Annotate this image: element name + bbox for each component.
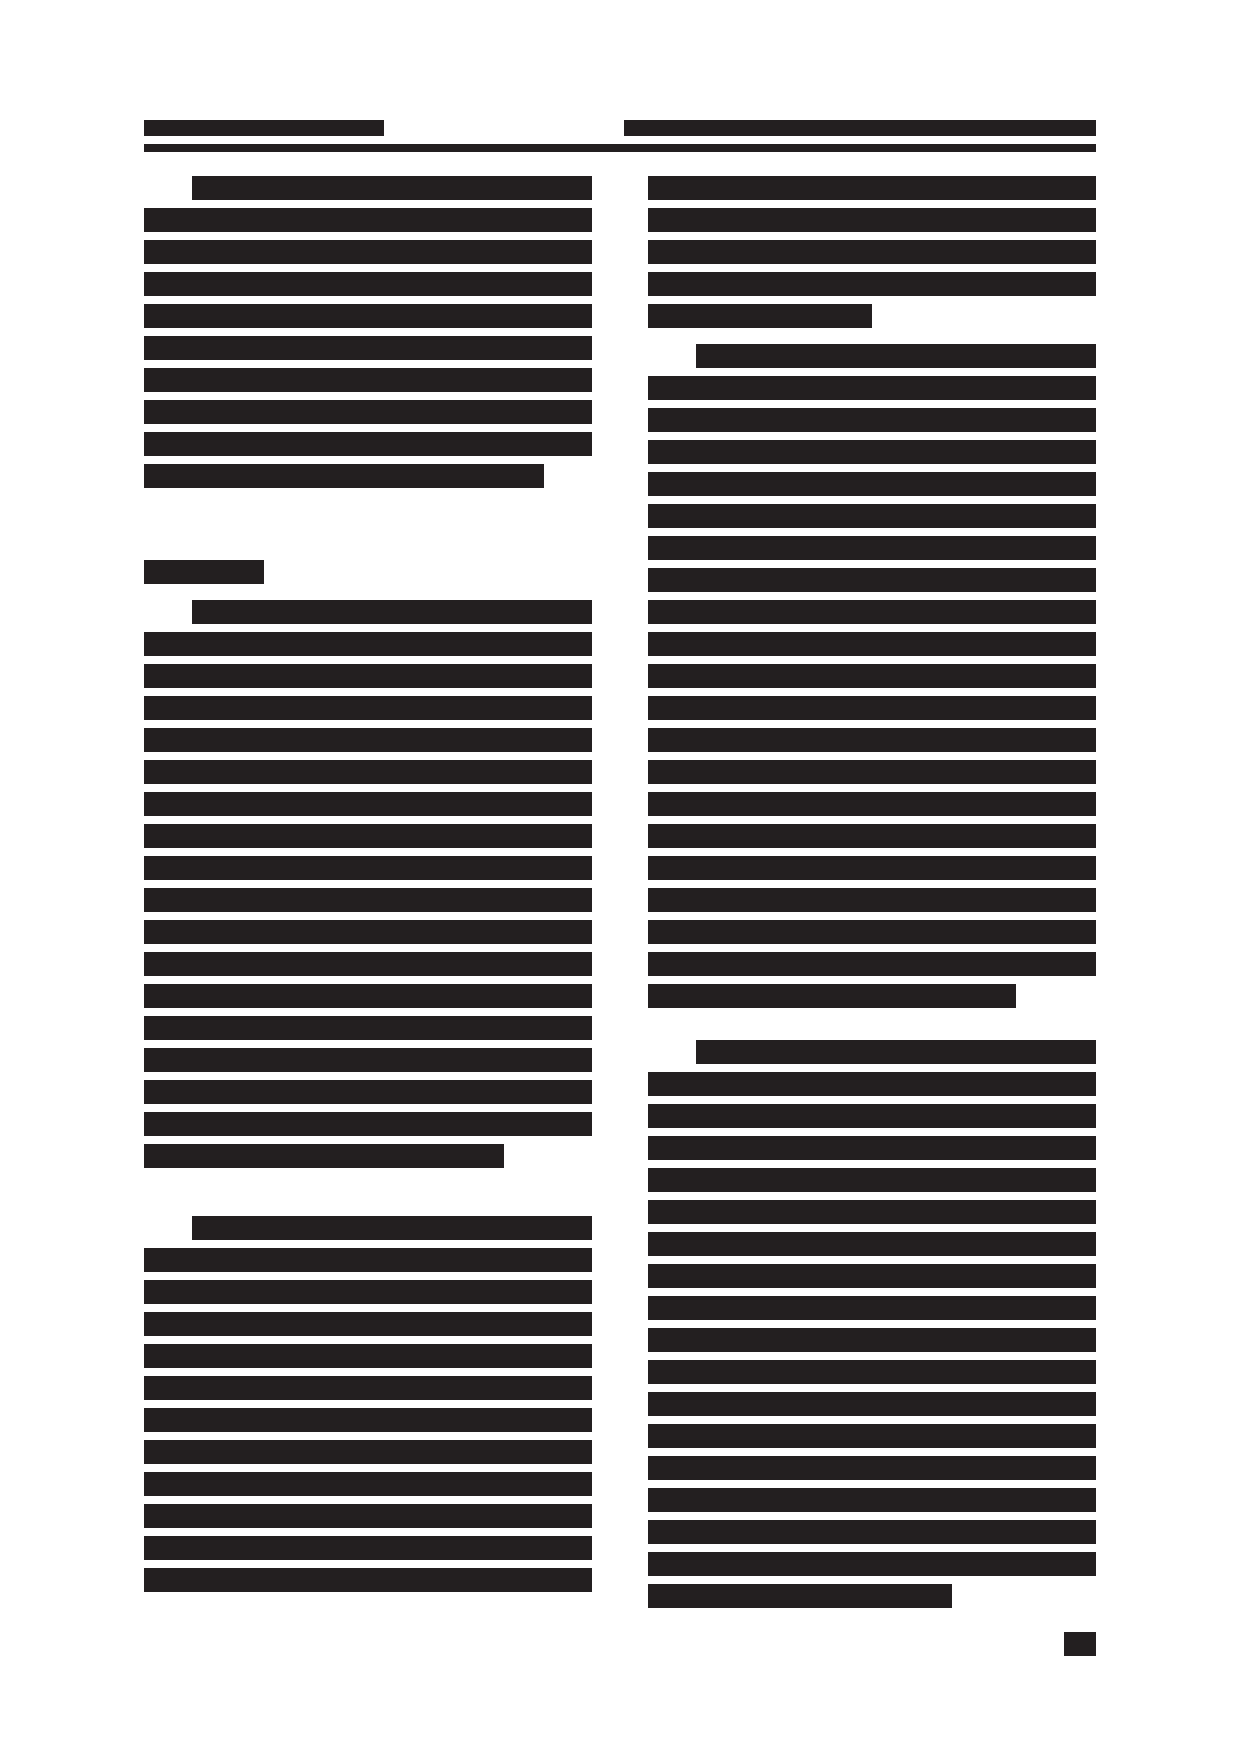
- text-line: [144, 464, 544, 488]
- text-line: [144, 304, 592, 328]
- text-line: [648, 984, 1016, 1008]
- text-line: [648, 208, 1096, 232]
- text-line: [648, 1296, 1096, 1320]
- paragraph-text: [0, 0, 1, 1]
- text-line: [144, 400, 592, 424]
- text-line: [648, 472, 1096, 496]
- text-line: [144, 1376, 592, 1400]
- text-line: [144, 1536, 592, 1560]
- paragraph-text: [0, 0, 1, 1]
- text-line: [648, 240, 1096, 264]
- text-line: [648, 696, 1096, 720]
- text-line: [144, 664, 592, 688]
- text-line: [648, 1264, 1096, 1288]
- text-line: [648, 1456, 1096, 1480]
- text-line: [144, 1344, 592, 1368]
- text-line: [648, 536, 1096, 560]
- text-line: [648, 1136, 1096, 1160]
- text-line: [144, 368, 592, 392]
- text-line: [648, 1232, 1096, 1256]
- paragraph-text: [0, 0, 1, 1]
- text-line: [648, 176, 1096, 200]
- text-line: [144, 1280, 592, 1304]
- text-line: [648, 1360, 1096, 1384]
- text-line: [144, 1568, 592, 1592]
- text-line: [144, 888, 592, 912]
- text-line: [144, 432, 592, 456]
- text-line: [648, 952, 1096, 976]
- text-line: [144, 1408, 592, 1432]
- text-line: [648, 824, 1096, 848]
- text-line: [648, 888, 1096, 912]
- text-line: [648, 272, 1096, 296]
- text-line: [144, 272, 592, 296]
- section-heading: [144, 560, 264, 584]
- text-line: [648, 1200, 1096, 1224]
- text-line: [648, 1488, 1096, 1512]
- text-line: [144, 1016, 592, 1040]
- text-line: [648, 1328, 1096, 1352]
- text-line: [144, 952, 592, 976]
- page-number: [1064, 1632, 1096, 1656]
- header-rule: [144, 144, 1096, 152]
- text-line: [648, 664, 1096, 688]
- text-line: [648, 920, 1096, 944]
- text-line: [648, 1520, 1096, 1544]
- text-line: [648, 408, 1096, 432]
- text-line: [648, 856, 1096, 880]
- text-line: [144, 824, 592, 848]
- text-line: [648, 1104, 1096, 1128]
- text-line: [144, 1504, 592, 1528]
- text-line: [144, 856, 592, 880]
- text-line: [696, 344, 1096, 368]
- text-line: [144, 336, 592, 360]
- text-line: [192, 1216, 592, 1240]
- text-line: [144, 208, 592, 232]
- text-line: [648, 1424, 1096, 1448]
- text-line: [648, 760, 1096, 784]
- text-line: [144, 728, 592, 752]
- text-line: [192, 176, 592, 200]
- text-line: [144, 696, 592, 720]
- text-line: [648, 376, 1096, 400]
- text-line: [144, 920, 592, 944]
- text-line: [144, 1312, 592, 1336]
- text-line: [648, 1584, 952, 1608]
- text-line: [648, 1168, 1096, 1192]
- text-line: [648, 504, 1096, 528]
- text-line: [648, 1072, 1096, 1096]
- paragraph-text: [0, 0, 1, 1]
- text-line: [648, 304, 872, 328]
- text-line: [144, 1440, 592, 1464]
- text-line: [144, 792, 592, 816]
- text-line: [648, 1392, 1096, 1416]
- text-line: [648, 792, 1096, 816]
- text-line: [144, 984, 592, 1008]
- paragraph-text: [0, 0, 1, 1]
- text-line: [144, 1248, 592, 1272]
- text-line: [144, 760, 592, 784]
- text-line: [648, 1552, 1096, 1576]
- text-line: [648, 632, 1096, 656]
- text-line: [144, 240, 592, 264]
- text-line: [144, 1080, 592, 1104]
- text-line: [144, 1144, 504, 1168]
- text-line: [648, 440, 1096, 464]
- text-line: [144, 1112, 592, 1136]
- text-line: [648, 568, 1096, 592]
- text-line: [648, 600, 1096, 624]
- paragraph-text: [0, 0, 1, 1]
- text-line: [648, 728, 1096, 752]
- text-line: [696, 1040, 1096, 1064]
- text-line: [192, 600, 592, 624]
- running-head-right: [624, 120, 1096, 136]
- text-line: [144, 632, 592, 656]
- text-line: [144, 1048, 592, 1072]
- text-line: [144, 1472, 592, 1496]
- running-head-left: [144, 120, 384, 136]
